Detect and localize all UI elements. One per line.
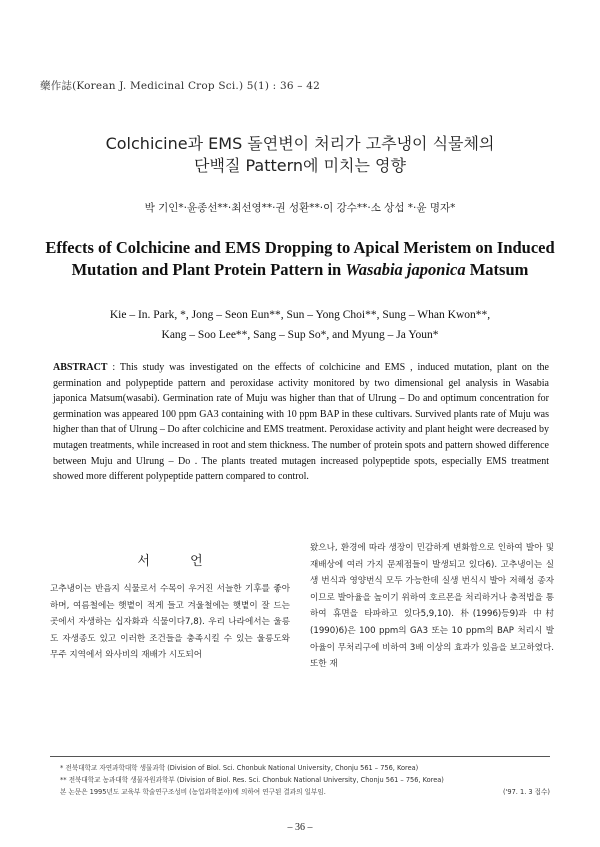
section-heading-introduction: 서 언 [137,554,221,569]
left-column [50,540,290,664]
journal-header: 藥作誌(Korean J. Medicinal Crop Sci.) 5(1) : 36 – 42 [40,80,320,92]
english-authors-line-1: Kie – In. Park, *, Jong – Seon Eun**, Sun – Yong Choi**, Sung – Whan Kwon**, [109,309,491,321]
footnotes [60,762,550,798]
korean-authors: 박 기인*·윤종선**·최선영**·권 성환**·이 강수**·소 상섭 *·윤 명자* [144,202,456,214]
korean-title-line-2: 단백질 Pattern에 미치는 영향 [194,156,406,175]
english-title-line-2-suffix: Matsum [465,260,529,279]
korean-title-line-1: Colchicine과 EMS 돌연변이 처리가 고추냉이 식물체의 [105,134,495,153]
intro-paragraph-right: 왔으나, 환경에 따라 생장이 민감하게 변화함으로 인하여 발아 및 재배상에 여러 가지 문제점들이 발생되고 있다6). 고추냉이는 실생 번식과 영양번식 모두 가능한데 실생 번식시 발아 저해성 종자이므로 발아율을 높이기 위하여 호르몬을 처리하거나 충적법을 통하여 휴면을 타파하고 있다5,9,10). 朴(1996)등9)과 中村(1990)6)은 100 ppm의 GA3 또는 10 ppm의 BAP 처리시 발아율이 무처리구에 비하여 3배 이상의 효과가 있음을 보고하였다. 또한 재 [310,543,554,670]
english-title-line-2 [40,259,560,281]
footnote-affiliation-2: ** 전북대학교 농과대학 생물자원과학부 (Division of Biol. Res. Sci. Chonbuk National University, Chonju 561 – 756, Korea) [60,776,444,784]
english-authors-line-2: Kang – Soo Lee**, Sang – Sup So*, and Myung – Ja Youn* [161,329,439,341]
english-authors [40,305,560,345]
intro-paragraph-left: 고추냉이는 반음지 식물로서 수목이 우거진 서늘한 기후를 좋아하며, 여름철에는 햇볕이 적게 들고 겨울철에는 햇볕이 잘 드는 곳에서 자생하는 십자화과 식물이다7,8). 우리 나라에서는 울릉도 자생종도 있고 이러한 조건들을 충족시킬 수 있는 울릉도와 무주 지역에서 와사비의 재배가 시도되어 [50,584,290,661]
english-title [40,237,560,281]
footnote-funding: 본 논문은 1995년도 교육부 학술연구조성비 (농업과학분야)에 의하여 연구된 결과의 일부임. [60,788,326,796]
abstract [53,360,549,485]
page-number: – 36 – [287,822,313,833]
footnote-divider [50,756,550,757]
right-column [310,540,554,673]
species-name: Wasabia japonica [345,260,466,279]
footnote-affiliation-1: * 전북대학교 자연과학대학 생물과학 (Division of Biol. Sci. Chonbuk National University, Chonju 561 – 756, Korea) [60,764,419,772]
abstract-label: ABSTRACT [53,362,108,373]
english-title-line-2-prefix: Mutation and Plant Protein Pattern in [71,260,346,279]
korean-title [60,133,540,177]
received-date: ('97. 1. 3 접수) [503,788,550,796]
english-title-line-1: Effects of Colchicine and EMS Dropping to Apical Meristem on Induced [45,238,555,257]
abstract-text: : This study was investigated on the effects of colchicine and EMS , induced mutation, plant on the germination and polypeptide pattern and peroxidase activity monitored by two dimensional gel analysis in Wasabia japonica Matsum(wasabi). Germination rate of Muju was higher than that of Ulrung – Do and optimum concentration for germination was appeared 100 ppm GA3 containing with 10 ppm BAP in these cultivars. Survived plants rate of Muju was higher than that of Ulrung – Do after colchicine and EMS treatment. Peroxidase activity and plant height were decreased by mutagen treatments, while increased in root and stem thickness. The number of protein spots and pattern showed difference between Muju and Ulrung – Do . The plants treated mutagen increased polypeptide spots, especially EMS treatment showed more different polypeptide pattern compared to control. [53,362,549,483]
